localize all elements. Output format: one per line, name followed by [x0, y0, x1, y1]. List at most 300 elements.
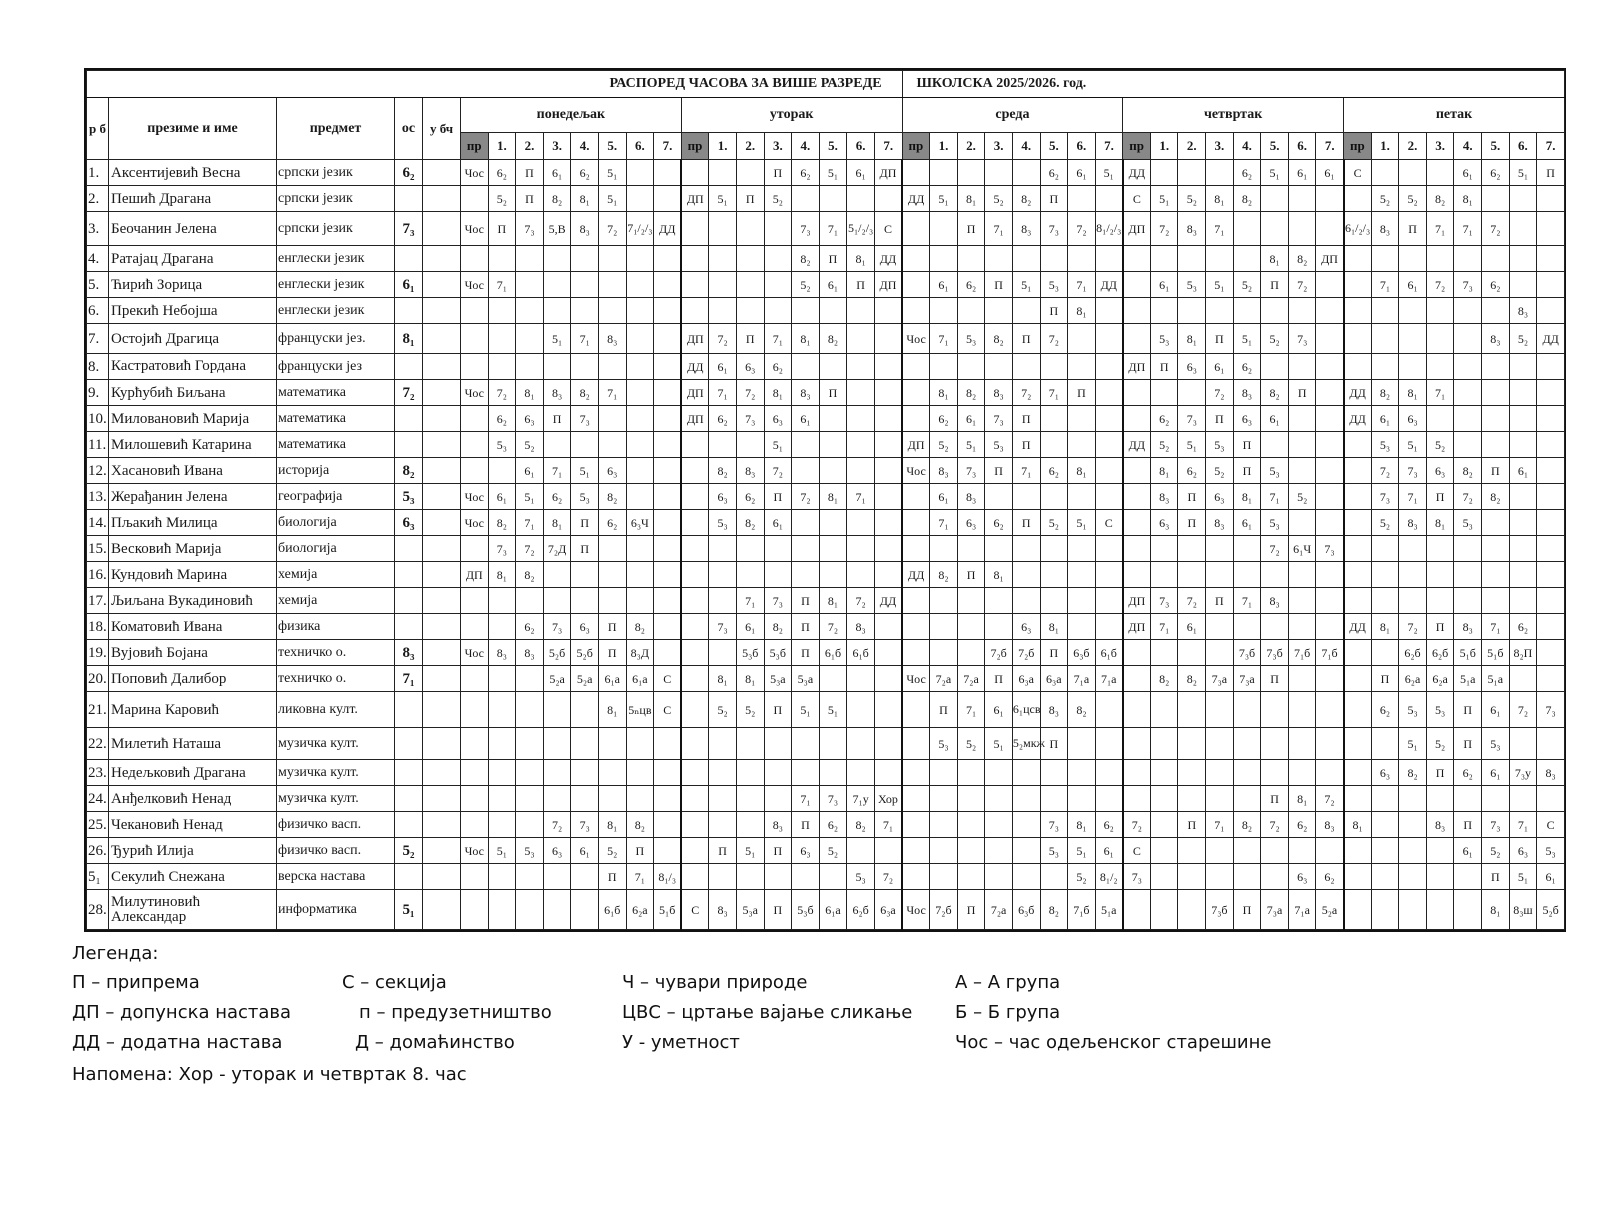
schedule-cell: [1206, 246, 1234, 272]
schedule-cell: [543, 890, 571, 930]
period-header: 5.: [819, 133, 847, 160]
table-row: [87, 838, 1565, 864]
schedule-cell: [736, 212, 764, 246]
schedule-cell: 6₁: [1261, 406, 1289, 432]
schedule-cell: [1095, 786, 1123, 812]
schedule-cell: [1344, 186, 1372, 212]
schedule-cell: [1095, 354, 1123, 380]
schedule-cell: [1206, 692, 1234, 728]
schedule-cell: [1095, 186, 1123, 212]
schedule-cell: [654, 588, 682, 614]
subject-name: математика: [277, 380, 395, 406]
schedule-cell: [1288, 666, 1316, 692]
schedule-cell: 5₃: [516, 838, 544, 864]
schedule-cell: 5₃: [1482, 728, 1510, 760]
schedule-cell: [1123, 692, 1151, 728]
schedule-cell: 6₁цсв: [1012, 692, 1040, 728]
table-row: [87, 614, 1565, 640]
schedule-cell: 8₃: [1261, 588, 1289, 614]
schedule-cell: 8₃: [1206, 510, 1234, 536]
schedule-cell: [1509, 666, 1537, 692]
schedule-cell: [1123, 536, 1151, 562]
schedule-cell: [736, 246, 764, 272]
table-row: [87, 666, 1565, 692]
schedule-cell: [1206, 640, 1234, 666]
schedule-cell: П: [1288, 380, 1316, 406]
schedule-cell: 6₂: [709, 406, 737, 432]
schedule-cell: [1426, 786, 1454, 812]
schedule-cell: С: [654, 692, 682, 728]
schedule-cell: 7₂: [1399, 614, 1427, 640]
schedule-cell: 5₂: [1233, 272, 1261, 298]
teacher-name: Пљакић Милица: [109, 510, 277, 536]
schedule-cell: П: [1178, 510, 1206, 536]
schedule-cell: [543, 298, 571, 324]
schedule-cell: [516, 728, 544, 760]
schedule-cell: 5₁: [1509, 160, 1537, 186]
schedule-cell: [1344, 588, 1372, 614]
schedule-cell: [736, 298, 764, 324]
schedule-cell: [1454, 246, 1482, 272]
schedule-cell: 5₃б: [736, 640, 764, 666]
schedule-cell: [874, 484, 902, 510]
schedule-cell: [1509, 272, 1537, 298]
period-header: 1.: [1371, 133, 1399, 160]
period-header: 1.: [709, 133, 737, 160]
schedule-cell: [626, 298, 654, 324]
schedule-cell: [736, 536, 764, 562]
legend-item: Д – домаћинство: [355, 1032, 515, 1053]
schedule-cell: [1233, 728, 1261, 760]
schedule-cell: 6₂: [516, 614, 544, 640]
schedule-cell: [902, 728, 930, 760]
schedule-cell: [1288, 354, 1316, 380]
schedule-cell: [1537, 728, 1565, 760]
schedule-cell: П: [736, 186, 764, 212]
schedule-cell: 8₁: [1150, 458, 1178, 484]
schedule-cell: 5₃: [1537, 838, 1565, 864]
schedule-cell: [516, 692, 544, 728]
schedule-cell: 6₁Ч: [1288, 536, 1316, 562]
schedule-cell: [1454, 354, 1482, 380]
teacher-name: Поповић Далибор: [109, 666, 277, 692]
schedule-cell: [1482, 380, 1510, 406]
table-row: [87, 864, 1565, 890]
schedule-cell: 7₁: [1012, 458, 1040, 484]
schedule-cell: ДД: [902, 562, 930, 588]
schedule-cell: [930, 812, 958, 838]
schedule-cell: 6₂: [930, 406, 958, 432]
schedule-cell: [626, 432, 654, 458]
schedule-cell: [1288, 692, 1316, 728]
period-header: 7.: [1537, 133, 1565, 160]
homeroom-class: [395, 432, 423, 458]
schedule-cell: [626, 354, 654, 380]
schedule-cell: 8₁: [1399, 380, 1427, 406]
schedule-cell: [1068, 614, 1096, 640]
schedule-cell: П: [1233, 432, 1261, 458]
schedule-cell: 7₂б: [1012, 640, 1040, 666]
schedule-cell: [1399, 890, 1427, 930]
table-row: [87, 588, 1565, 614]
schedule-cell: [1288, 298, 1316, 324]
schedule-cell: 8₃: [571, 212, 599, 246]
schedule-cell: П: [1012, 324, 1040, 354]
schedule-cell: [792, 760, 820, 786]
homeroom-class: [395, 562, 423, 588]
schedule-cell: [461, 536, 489, 562]
table-row: [87, 354, 1565, 380]
schedule-cell: [1509, 380, 1537, 406]
schedule-cell: [1206, 536, 1234, 562]
row-number: 12.: [87, 458, 109, 484]
schedule-cell: [736, 812, 764, 838]
schedule-cell: 5₁: [1068, 510, 1096, 536]
schedule-cell: [847, 728, 875, 760]
schedule-cell: [1371, 786, 1399, 812]
schedule-cell: [1371, 728, 1399, 760]
schedule-cell: 6₁а: [626, 666, 654, 692]
period-header: пр: [1344, 133, 1372, 160]
schedule-cell: 8₃: [543, 380, 571, 406]
schedule-cell: П: [985, 458, 1013, 484]
schedule-cell: П: [1261, 272, 1289, 298]
row-number: 7.: [87, 324, 109, 354]
schedule-cell: 5₃: [957, 324, 985, 354]
schedule-cell: 5₂: [1399, 186, 1427, 212]
schedule-cell: 7₁: [1426, 380, 1454, 406]
ubch-cell: [423, 640, 461, 666]
schedule-cell: [902, 298, 930, 324]
schedule-cell: 8₂: [1178, 666, 1206, 692]
schedule-cell: 6₂: [1233, 160, 1261, 186]
ubch-cell: [423, 380, 461, 406]
schedule-cell: [1454, 786, 1482, 812]
schedule-cell: [654, 432, 682, 458]
table-row: [87, 786, 1565, 812]
schedule-cell: 7₂: [1509, 692, 1537, 728]
schedule-cell: 6₂: [1040, 160, 1068, 186]
schedule-cell: [1261, 298, 1289, 324]
schedule-cell: П: [1261, 666, 1289, 692]
schedule-cell: 8₃: [930, 458, 958, 484]
schedule-cell: 6₂: [1509, 614, 1537, 640]
schedule-cell: 7₁а: [1095, 666, 1123, 692]
schedule-cell: [1123, 760, 1151, 786]
schedule-cell: 6₂: [1316, 864, 1344, 890]
schedule-cell: 7₃: [792, 212, 820, 246]
schedule-cell: 7₃: [1399, 458, 1427, 484]
schedule-cell: [736, 272, 764, 298]
schedule-cell: [902, 640, 930, 666]
schedule-cell: [516, 246, 544, 272]
schedule-cell: 8₂: [1012, 186, 1040, 212]
schedule-cell: 5₂: [764, 186, 792, 212]
schedule-cell: [571, 864, 599, 890]
schedule-cell: [598, 432, 626, 458]
period-header: 2.: [1399, 133, 1427, 160]
schedule-cell: С: [654, 666, 682, 692]
subject-name: српски језик: [277, 212, 395, 246]
period-header: пр: [681, 133, 709, 160]
schedule-cell: [1040, 588, 1068, 614]
schedule-cell: [1123, 324, 1151, 354]
period-header: 5.: [1040, 133, 1068, 160]
schedule-cell: 6₁: [1095, 838, 1123, 864]
schedule-cell: [847, 354, 875, 380]
schedule-cell: [1371, 864, 1399, 890]
schedule-cell: 7₁: [598, 380, 626, 406]
schedule-cell: [792, 186, 820, 212]
schedule-cell: [902, 246, 930, 272]
schedule-cell: [1426, 864, 1454, 890]
schedule-cell: 8₁: [1040, 614, 1068, 640]
schedule-cell: С: [1537, 812, 1565, 838]
schedule-cell: [930, 760, 958, 786]
schedule-cell: Чос: [461, 160, 489, 186]
schedule-cell: [736, 786, 764, 812]
homeroom-class: 8₃: [395, 640, 423, 666]
schedule-cell: [1123, 406, 1151, 432]
schedule-cell: 7₁/₂/₃: [626, 212, 654, 246]
schedule-cell: [1344, 760, 1372, 786]
ubch-cell: [423, 298, 461, 324]
schedule-cell: [1123, 458, 1151, 484]
schedule-cell: [681, 298, 709, 324]
row-number: 21.: [87, 692, 109, 728]
schedule-cell: ДП: [1316, 246, 1344, 272]
schedule-cell: 8₃: [1178, 212, 1206, 246]
schedule-cell: [902, 760, 930, 786]
schedule-cell: [874, 666, 902, 692]
schedule-cell: [1068, 562, 1096, 588]
schedule-cell: [1261, 692, 1289, 728]
schedule-cell: 5₁: [1233, 324, 1261, 354]
schedule-cell: [1509, 510, 1537, 536]
schedule-cell: [874, 692, 902, 728]
schedule-cell: 5₃: [488, 432, 516, 458]
schedule-cell: [598, 354, 626, 380]
schedule-cell: [516, 864, 544, 890]
schedule-cell: [1316, 484, 1344, 510]
homeroom-class: [395, 786, 423, 812]
schedule-cell: Чос: [461, 380, 489, 406]
schedule-cell: [654, 484, 682, 510]
schedule-cell: 7₃: [1178, 406, 1206, 432]
schedule-cell: 6₁/₂/₃: [1344, 212, 1372, 246]
schedule-cell: [571, 760, 599, 786]
schedule-cell: [1482, 298, 1510, 324]
schedule-cell: 5₁: [957, 432, 985, 458]
schedule-cell: П: [957, 562, 985, 588]
schedule-cell: [571, 298, 599, 324]
schedule-cell: 8₃: [1482, 324, 1510, 354]
schedule-cell: [985, 614, 1013, 640]
subject-name: француски јез: [277, 354, 395, 380]
ubch-cell: [423, 354, 461, 380]
schedule-cell: [516, 588, 544, 614]
schedule-cell: 8₁: [819, 588, 847, 614]
schedule-cell: [1261, 212, 1289, 246]
homeroom-class: 5₂: [395, 838, 423, 864]
schedule-cell: 8₂: [1288, 246, 1316, 272]
schedule-cell: [1509, 588, 1537, 614]
table-row: [87, 890, 1565, 930]
schedule-cell: 8₂: [957, 380, 985, 406]
schedule-cell: 6₁: [792, 406, 820, 432]
schedule-cell: [1344, 298, 1372, 324]
subject-name: биологија: [277, 510, 395, 536]
schedule-cell: 8₃: [1316, 812, 1344, 838]
schedule-cell: [1178, 640, 1206, 666]
schedule-cell: [1454, 380, 1482, 406]
schedule-cell: 5₂мкж: [1012, 728, 1040, 760]
schedule-cell: [1068, 246, 1096, 272]
schedule-cell: 8₃: [1371, 212, 1399, 246]
schedule-cell: [819, 432, 847, 458]
schedule-cell: [461, 298, 489, 324]
schedule-cell: [598, 406, 626, 432]
schedule-cell: [1150, 562, 1178, 588]
schedule-cell: П: [571, 536, 599, 562]
title-row: [87, 71, 1565, 98]
schedule-cell: П: [1399, 212, 1427, 246]
schedule-cell: [1178, 246, 1206, 272]
schedule-cell: П: [1454, 692, 1482, 728]
schedule-cell: [819, 666, 847, 692]
schedule-cell: 6₂: [819, 812, 847, 838]
schedule-cell: 7₂: [1068, 212, 1096, 246]
schedule-cell: [1426, 838, 1454, 864]
schedule-cell: 5ₙцв: [626, 692, 654, 728]
schedule-cell: [461, 246, 489, 272]
schedule-cell: 8₂: [626, 812, 654, 838]
schedule-cell: [488, 588, 516, 614]
schedule-cell: [819, 458, 847, 484]
schedule-cell: [1288, 432, 1316, 458]
period-header: 6.: [1288, 133, 1316, 160]
legend-item: Б – Б група: [955, 1002, 1061, 1023]
legend-note: Напомена: Хор - уторак и четвртак 8. час: [72, 1064, 467, 1085]
schedule-cell: [1095, 380, 1123, 406]
schedule-cell: 7₃б: [1261, 640, 1289, 666]
schedule-cell: [1040, 432, 1068, 458]
schedule-cell: 6₃: [1150, 510, 1178, 536]
schedule-cell: [571, 692, 599, 728]
schedule-cell: [736, 432, 764, 458]
schedule-cell: [1040, 354, 1068, 380]
schedule-cell: [874, 380, 902, 406]
schedule-cell: [488, 864, 516, 890]
schedule-cell: [819, 562, 847, 588]
schedule-cell: ДП: [681, 186, 709, 212]
schedule-cell: ДП: [874, 160, 902, 186]
schedule-cell: [626, 728, 654, 760]
schedule-cell: 6₂б: [1426, 640, 1454, 666]
schedule-cell: С: [1095, 510, 1123, 536]
schedule-cell: [516, 272, 544, 298]
schedule-cell: 7₃: [819, 786, 847, 812]
schedule-cell: ДД: [902, 186, 930, 212]
schedule-cell: [571, 246, 599, 272]
schedule-cell: ДП: [681, 324, 709, 354]
teacher-name: Кундовић Марина: [109, 562, 277, 588]
schedule-cell: [571, 786, 599, 812]
schedule-cell: П: [736, 324, 764, 354]
schedule-cell: [1012, 562, 1040, 588]
schedule-cell: Хор: [874, 786, 902, 812]
schedule-cell: [930, 160, 958, 186]
schedule-cell: [1399, 246, 1427, 272]
schedule-cell: 8₂: [764, 614, 792, 640]
schedule-cell: [847, 536, 875, 562]
schedule-cell: 8₂: [543, 186, 571, 212]
legend-item: А – А група: [955, 972, 1061, 993]
table-row: [87, 186, 1565, 212]
schedule-cell: [1068, 786, 1096, 812]
schedule-cell: [1288, 728, 1316, 760]
schedule-cell: [1537, 380, 1565, 406]
schedule-cell: [1316, 666, 1344, 692]
schedule-cell: [1095, 484, 1123, 510]
schedule-cell: 7₂: [1371, 458, 1399, 484]
schedule-cell: 7₃: [1371, 484, 1399, 510]
row-number: 3.: [87, 212, 109, 246]
schedule-cell: [681, 666, 709, 692]
schedule-cell: 8₁/₃: [654, 864, 682, 890]
schedule-cell: [1261, 838, 1289, 864]
schedule-cell: [1261, 728, 1289, 760]
table-row: [87, 760, 1565, 786]
schedule-cell: [1068, 536, 1096, 562]
schedule-cell: [1371, 588, 1399, 614]
teacher-name: Милетић Наташа: [109, 728, 277, 760]
schedule-cell: [1399, 588, 1427, 614]
schedule-cell: 7₁: [1206, 212, 1234, 246]
schedule-cell: [516, 666, 544, 692]
schedule-cell: 6₁: [736, 614, 764, 640]
schedule-cell: Чос: [902, 458, 930, 484]
schedule-cell: 7₂: [1426, 272, 1454, 298]
day-tuesday: уторак: [681, 98, 902, 133]
schedule-cell: [461, 666, 489, 692]
schedule-cell: [736, 760, 764, 786]
schedule-cell: [1068, 484, 1096, 510]
schedule-cell: 6₂: [985, 510, 1013, 536]
schedule-cell: [1040, 760, 1068, 786]
schedule-cell: [1178, 160, 1206, 186]
schedule-cell: [874, 298, 902, 324]
ubch-cell: [423, 838, 461, 864]
schedule-cell: 8₃Д: [626, 640, 654, 666]
schedule-cell: [681, 432, 709, 458]
schedule-cell: 5₁: [930, 186, 958, 212]
schedule-cell: 5₂: [792, 272, 820, 298]
schedule-cell: [902, 380, 930, 406]
schedule-cell: [957, 298, 985, 324]
schedule-cell: С: [1344, 160, 1372, 186]
schedule-cell: [1371, 298, 1399, 324]
schedule-cell: [1426, 536, 1454, 562]
schedule-cell: 6₁б: [598, 890, 626, 930]
schedule-cell: [1537, 272, 1565, 298]
period-header: 7.: [654, 133, 682, 160]
schedule-cell: [488, 760, 516, 786]
schedule-cell: [1040, 562, 1068, 588]
table-row: [87, 728, 1565, 760]
schedule-cell: ДП: [681, 406, 709, 432]
schedule-cell: 7₃: [1040, 212, 1068, 246]
